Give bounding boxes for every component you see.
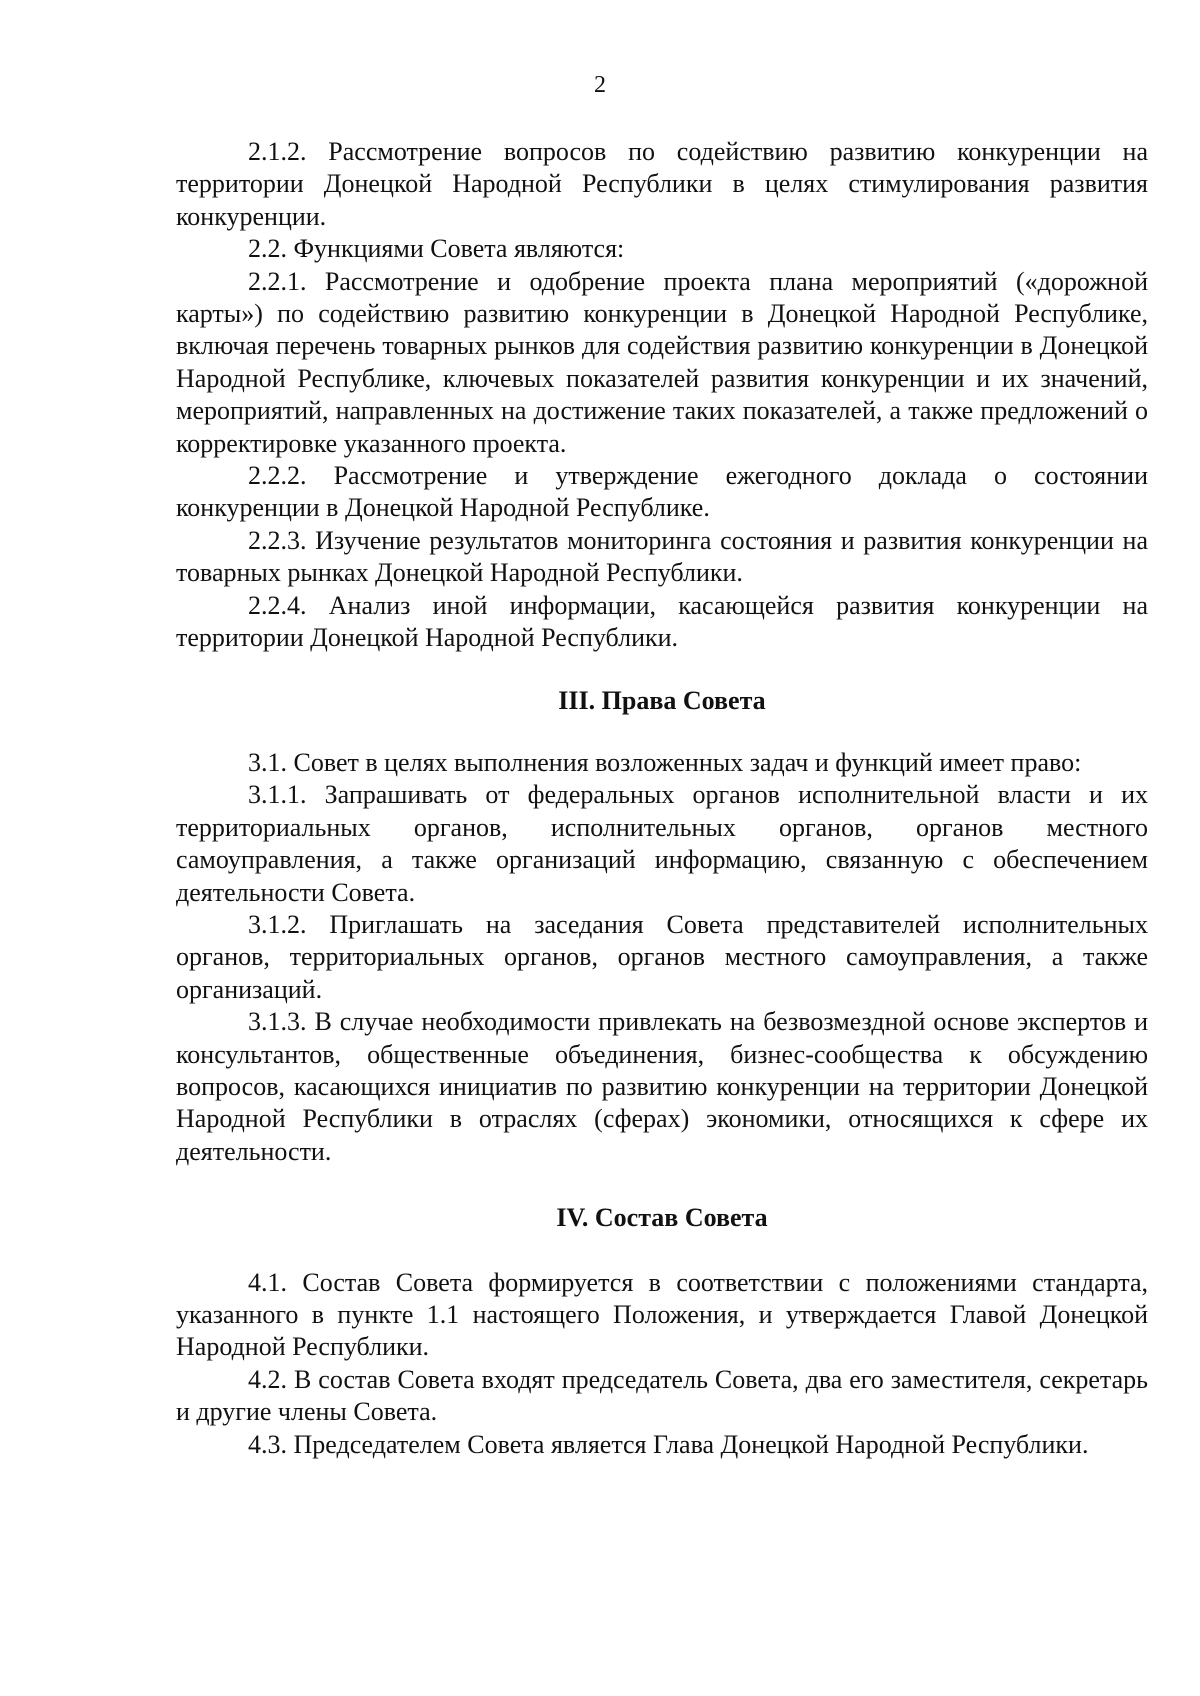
paragraph-2-2-4: 2.2.4. Анализ иной информации, касающейся развития конкуренции на территории Донецкой Народной Республики. — [176, 590, 1148, 653]
section-heading-composition: IV. Состав Совета — [556, 1203, 768, 1233]
paragraph-3-1-2: 3.1.2. Приглашать на заседания Совета представителей исполнительных органов, территориальных органов, органов местного самоуправления, а также организаций. — [176, 909, 1148, 1004]
paragraph-3-1-1: 3.1.1. Запрашивать от федеральных органов исполнительной власти и их территориальных органов, исполнительных органов, органов местного самоуправления, а также организаций информацию, связанную с обеспечением деятельности Совета. — [176, 780, 1148, 907]
page-number: 2 — [594, 72, 606, 98]
paragraph-2-1-2: 2.1.2. Рассмотрение вопросов по содействию развитию конкуренции на территории Донецкой Народной Республики в целях стимулирования развития конкуренции. — [176, 137, 1148, 231]
paragraph-4-1: 4.1. Состав Совета формируется в соответствии с положениями стандарта, указанного в пункте 1.1 настоящего Положения, и утверждается Главой Донецкой Народной Республики. — [176, 1267, 1148, 1362]
document-body — [176, 136, 1148, 1461]
section-heading-rights: III. Права Совета — [558, 685, 766, 715]
paragraph-2-2-3: 2.2.3. Изучение результатов мониторинга состояния и развития конкуренции на товарных рынках Донецкой Народной Республики. — [176, 525, 1148, 588]
paragraph-2-2-2: 2.2.2. Рассмотрение и утверждение ежегодного доклада о состоянии конкуренции в Донецкой Народной Республике. — [176, 461, 1148, 523]
paragraph-2-2-1: 2.2.1. Рассмотрение и одобрение проекта плана мероприятий («дорожной карты») по содействию развитию конкуренции в Донецкой Народной Республике, включая перечень товарных рынков для содействия развитию конкуренции в Донецкой Народной Республике, ключевых показателей развития конкуренции и их значений, мероприятий, направленных на достижение таких показателей, а также предложений о корректировке указанного проекта. — [176, 266, 1148, 458]
paragraph-2-2: 2.2. Функциями Совета являются: — [248, 234, 625, 264]
paragraph-3-1: 3.1. Совет в целях выполнения возложенных задач и функций имеет право: — [248, 747, 1082, 777]
paragraph-4-3: 4.3. Председателем Совета является Глава Донецкой Народной Республики. — [248, 1429, 1089, 1459]
paragraph-3-1-3: 3.1.3. В случае необходимости привлекать на безвозмездной основе экспертов и консультантов, общественные объединения, бизнес-сообщества к обсуждению вопросов, касающихся инициатив по развитию конкуренции на территории Донецкой Народной Республики в отраслях (сферах) экономики, относящихся к сфере их деятельности. — [176, 1007, 1148, 1166]
paragraph-4-2: 4.2. В состав Совета входят председатель Совета, два его заместителя, секретарь и другие члены Совета. — [176, 1364, 1148, 1427]
